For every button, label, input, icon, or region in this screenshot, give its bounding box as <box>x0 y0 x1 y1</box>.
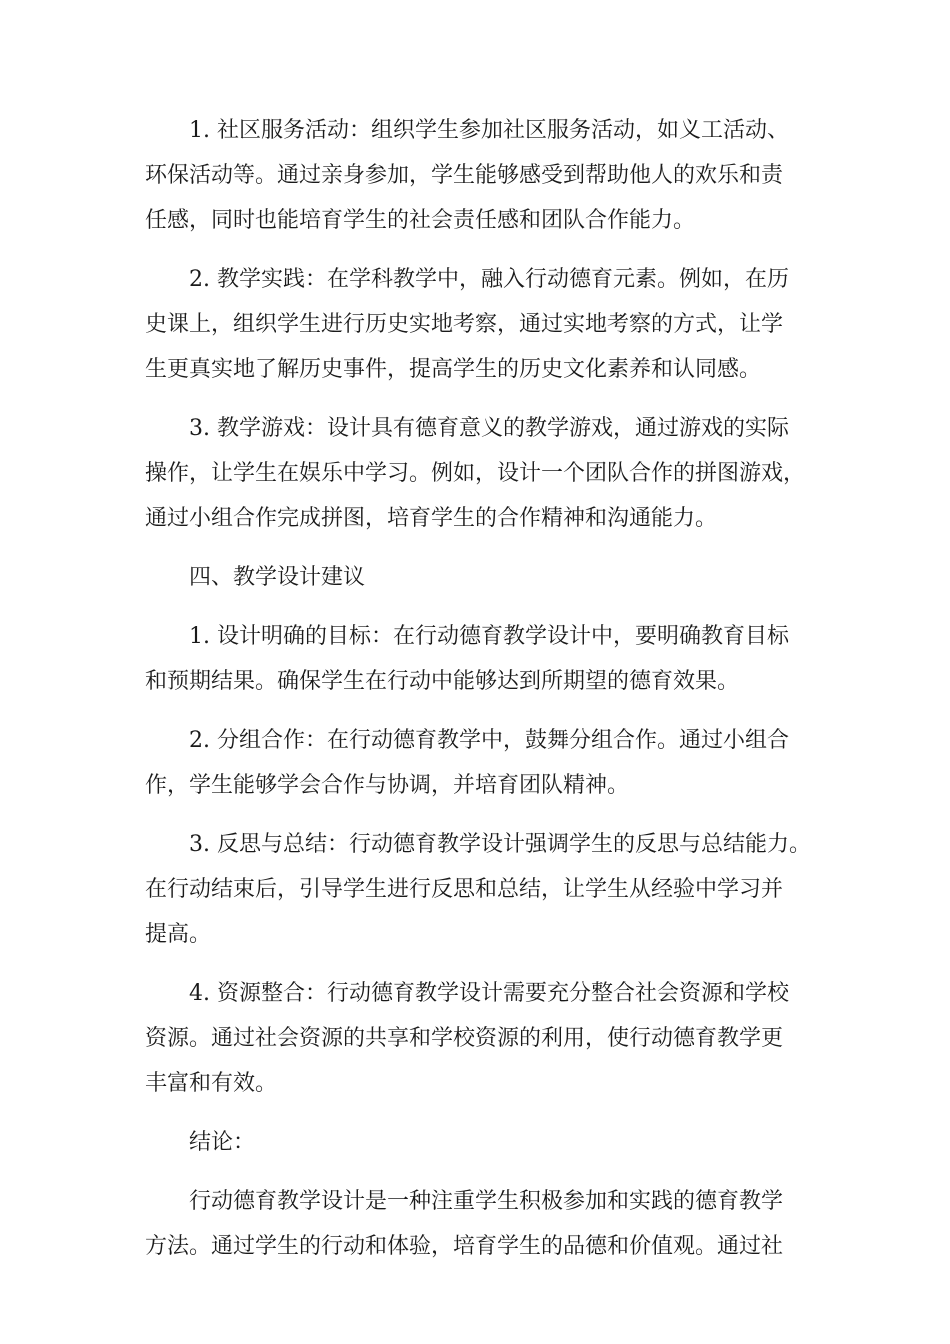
text-line: 方法。通过学生的行动和体验，培育学生的品德和价值观。通过社 <box>145 1234 784 1259</box>
text-line: 2. 教学实践：在学科教学中，融入行动德育元素。例如，在历 <box>189 267 789 292</box>
paragraph-teaching-practice <box>145 257 815 392</box>
paragraph-community-service <box>145 108 815 243</box>
section-heading-text: 四、教学设计建议 <box>189 565 366 590</box>
text-line: 史课上，组织学生进行历史实地考察，通过实地考察的方式，让学 <box>145 312 784 337</box>
text-line: 3. 教学游戏：设计具有德育意义的教学游戏，通过游戏的实际 <box>189 416 789 441</box>
text-line: 4. 资源整合：行动德育教学设计需要充分整合社会资源和学校 <box>189 981 789 1006</box>
paragraph-reflection-summary <box>145 822 815 957</box>
paragraph-clear-goals <box>145 614 815 704</box>
text-line: 2. 分组合作：在行动德育教学中，鼓舞分组合作。通过小组合 <box>189 728 789 753</box>
conclusion-heading-text: 结论： <box>189 1130 256 1155</box>
text-line: 通过小组合作完成拼图，培育学生的合作精神和沟通能力。 <box>145 506 718 531</box>
text-line: 提高。 <box>145 922 212 947</box>
document-body <box>145 108 815 1283</box>
text-line: 1. 设计明确的目标：在行动德育教学设计中，要明确教育目标 <box>189 624 789 649</box>
text-line: 操作，让学生在娱乐中学习。例如，设计一个团队合作的拼图游戏， <box>145 461 806 486</box>
paragraph-group-cooperation <box>145 718 815 808</box>
paragraph-conclusion <box>145 1179 815 1269</box>
text-line: 丰富和有效。 <box>145 1071 278 1096</box>
text-line: 3. 反思与总结：行动德育教学设计强调学生的反思与总结能力。 <box>189 832 811 857</box>
text-line: 行动德育教学设计是一种注重学生积极参加和实践的德育教学 <box>189 1189 784 1214</box>
paragraph-teaching-games <box>145 406 815 541</box>
text-line: 资源。通过社会资源的共享和学校资源的利用，使行动德育教学更 <box>145 1026 784 1051</box>
text-line: 环保活动等。通过亲身参加，学生能够感受到帮助他人的欢乐和责 <box>145 163 784 188</box>
text-line: 任感，同时也能培育学生的社会责任感和团队合作能力。 <box>145 208 696 233</box>
paragraph-resource-integration <box>145 971 815 1106</box>
text-line: 在行动结束后，引导学生进行反思和总结，让学生从经验中学习并 <box>145 877 784 902</box>
text-line: 和预期结果。确保学生在行动中能够达到所期望的德育效果。 <box>145 669 740 694</box>
conclusion-heading <box>145 1120 815 1165</box>
section-heading <box>145 555 815 600</box>
text-line: 作，学生能够学会合作与协调，并培育团队精神。 <box>145 773 630 798</box>
text-line: 生更真实地了解历史事件，提高学生的历史文化素养和认同感。 <box>145 357 762 382</box>
text-line: 1. 社区服务活动：组织学生参加社区服务活动，如义工活动、 <box>189 118 789 143</box>
